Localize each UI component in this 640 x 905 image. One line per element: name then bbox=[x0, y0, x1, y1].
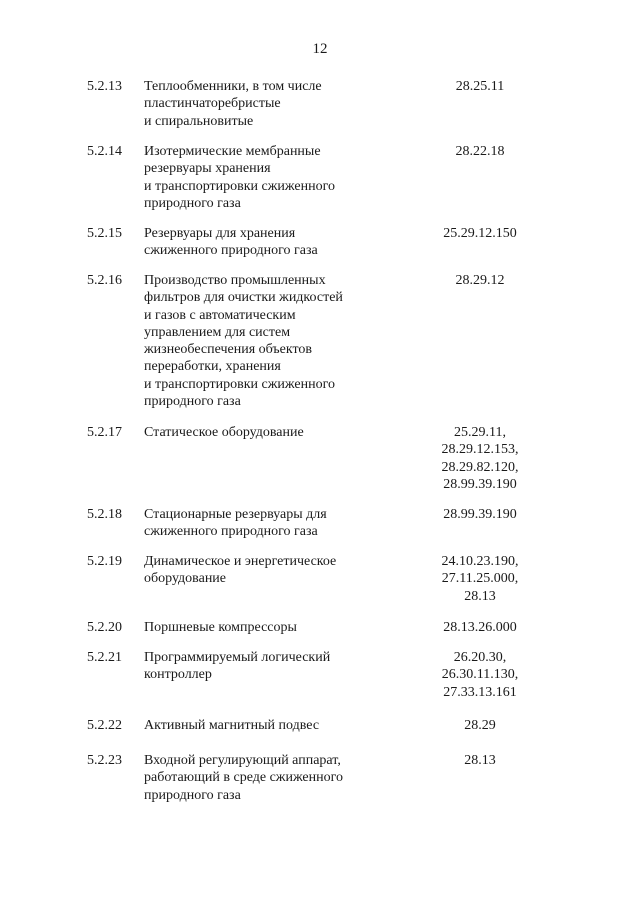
description-line: природного газа bbox=[144, 394, 241, 410]
description-line: природного газа bbox=[144, 195, 241, 211]
item-code bbox=[410, 619, 550, 636]
code-line: 25.29.12.150 bbox=[443, 226, 517, 241]
description-line: Изотермические мембранные bbox=[144, 144, 321, 159]
description-line: Резервуары для хранения bbox=[144, 226, 296, 241]
item-description bbox=[144, 506, 374, 541]
description-line: Поршневые компрессоры bbox=[144, 620, 297, 635]
item-description bbox=[144, 619, 374, 636]
item-code bbox=[410, 752, 550, 769]
item-code bbox=[410, 553, 550, 605]
code-line: 26.30.11.130, bbox=[441, 667, 519, 683]
item-description bbox=[144, 78, 374, 130]
description-line: Стационарные резервуары для bbox=[144, 507, 327, 522]
description-line: Входной регулирующий аппарат, bbox=[144, 753, 341, 768]
description-line: Теплообменники, в том числе bbox=[144, 79, 322, 94]
description-line: оборудование bbox=[144, 571, 227, 587]
item-number: 5.2.14 bbox=[87, 144, 122, 159]
description-line: фильтров для очистки жидкостей bbox=[144, 290, 343, 306]
code-line: 24.10.23.190, bbox=[441, 554, 519, 569]
description-line: резервуары хранения bbox=[144, 161, 271, 177]
item-number: 5.2.16 bbox=[87, 273, 122, 288]
item-code bbox=[410, 424, 550, 493]
description-line: Активный магнитный подвес bbox=[144, 718, 320, 733]
item-code bbox=[410, 506, 550, 523]
description-line: и транспортировки сжиженного bbox=[144, 178, 335, 194]
item-code bbox=[410, 225, 550, 242]
code-line: 28.25.11 bbox=[455, 79, 505, 94]
description-line: сжиженного природного газа bbox=[144, 524, 318, 540]
item-description bbox=[144, 553, 374, 588]
code-line: 28.29.82.120, bbox=[441, 459, 519, 475]
code-line: 28.13 bbox=[464, 588, 496, 604]
item-code bbox=[410, 272, 550, 289]
item-number: 5.2.17 bbox=[87, 425, 122, 440]
description-line: Производство промышленных bbox=[144, 273, 326, 288]
description-line: контроллер bbox=[144, 667, 212, 683]
code-line: 28.13 bbox=[464, 753, 496, 768]
item-number: 5.2.21 bbox=[87, 650, 122, 665]
description-line: и спиральновитые bbox=[144, 113, 254, 129]
item-description bbox=[144, 143, 374, 212]
code-line: 26.20.30, bbox=[453, 650, 507, 665]
code-line: 28.29.12.153, bbox=[441, 442, 519, 458]
item-number: 5.2.20 bbox=[87, 620, 122, 635]
description-line: работающий в среде сжиженного bbox=[144, 770, 344, 786]
code-line: 27.33.13.161 bbox=[443, 684, 517, 700]
item-number: 5.2.15 bbox=[87, 226, 122, 241]
item-code bbox=[410, 649, 550, 701]
description-line: пластинчаторебристые bbox=[144, 96, 281, 112]
item-description bbox=[144, 752, 374, 804]
item-number: 5.2.13 bbox=[87, 79, 122, 94]
item-number: 5.2.18 bbox=[87, 507, 122, 522]
page-number: 12 bbox=[312, 41, 328, 57]
item-description bbox=[144, 717, 374, 734]
code-line: 28.22.18 bbox=[455, 144, 505, 159]
description-line: переработки, хранения bbox=[144, 359, 281, 375]
item-number: 5.2.23 bbox=[87, 753, 122, 768]
item-code bbox=[410, 717, 550, 734]
code-line: 28.29 bbox=[464, 718, 496, 733]
item-number: 5.2.19 bbox=[87, 554, 122, 569]
description-line: и транспортировки сжиженного bbox=[144, 376, 335, 392]
item-code bbox=[410, 78, 550, 95]
code-line: 28.29.12 bbox=[455, 273, 505, 288]
item-description bbox=[144, 649, 374, 684]
code-line: 25.29.11, bbox=[454, 425, 506, 440]
description-line: управлением для систем bbox=[144, 324, 291, 340]
code-line: 27.11.25.000, bbox=[441, 571, 519, 587]
description-line: Статическое оборудование bbox=[144, 425, 304, 440]
description-line: и газов с автоматическим bbox=[144, 307, 296, 323]
description-line: природного газа bbox=[144, 787, 241, 803]
item-description bbox=[144, 225, 374, 260]
description-line: жизнеобеспечения объектов bbox=[144, 342, 313, 358]
code-line: 28.99.39.190 bbox=[443, 476, 517, 492]
code-line: 28.99.39.190 bbox=[443, 507, 517, 522]
description-line: Динамическое и энергетическое bbox=[144, 554, 337, 569]
item-code bbox=[410, 143, 550, 160]
description-line: сжиженного природного газа bbox=[144, 243, 318, 259]
item-description bbox=[144, 272, 374, 410]
item-number: 5.2.22 bbox=[87, 718, 122, 733]
item-description bbox=[144, 424, 374, 441]
code-line: 28.13.26.000 bbox=[443, 620, 517, 635]
description-line: Программируемый логический bbox=[144, 650, 331, 665]
